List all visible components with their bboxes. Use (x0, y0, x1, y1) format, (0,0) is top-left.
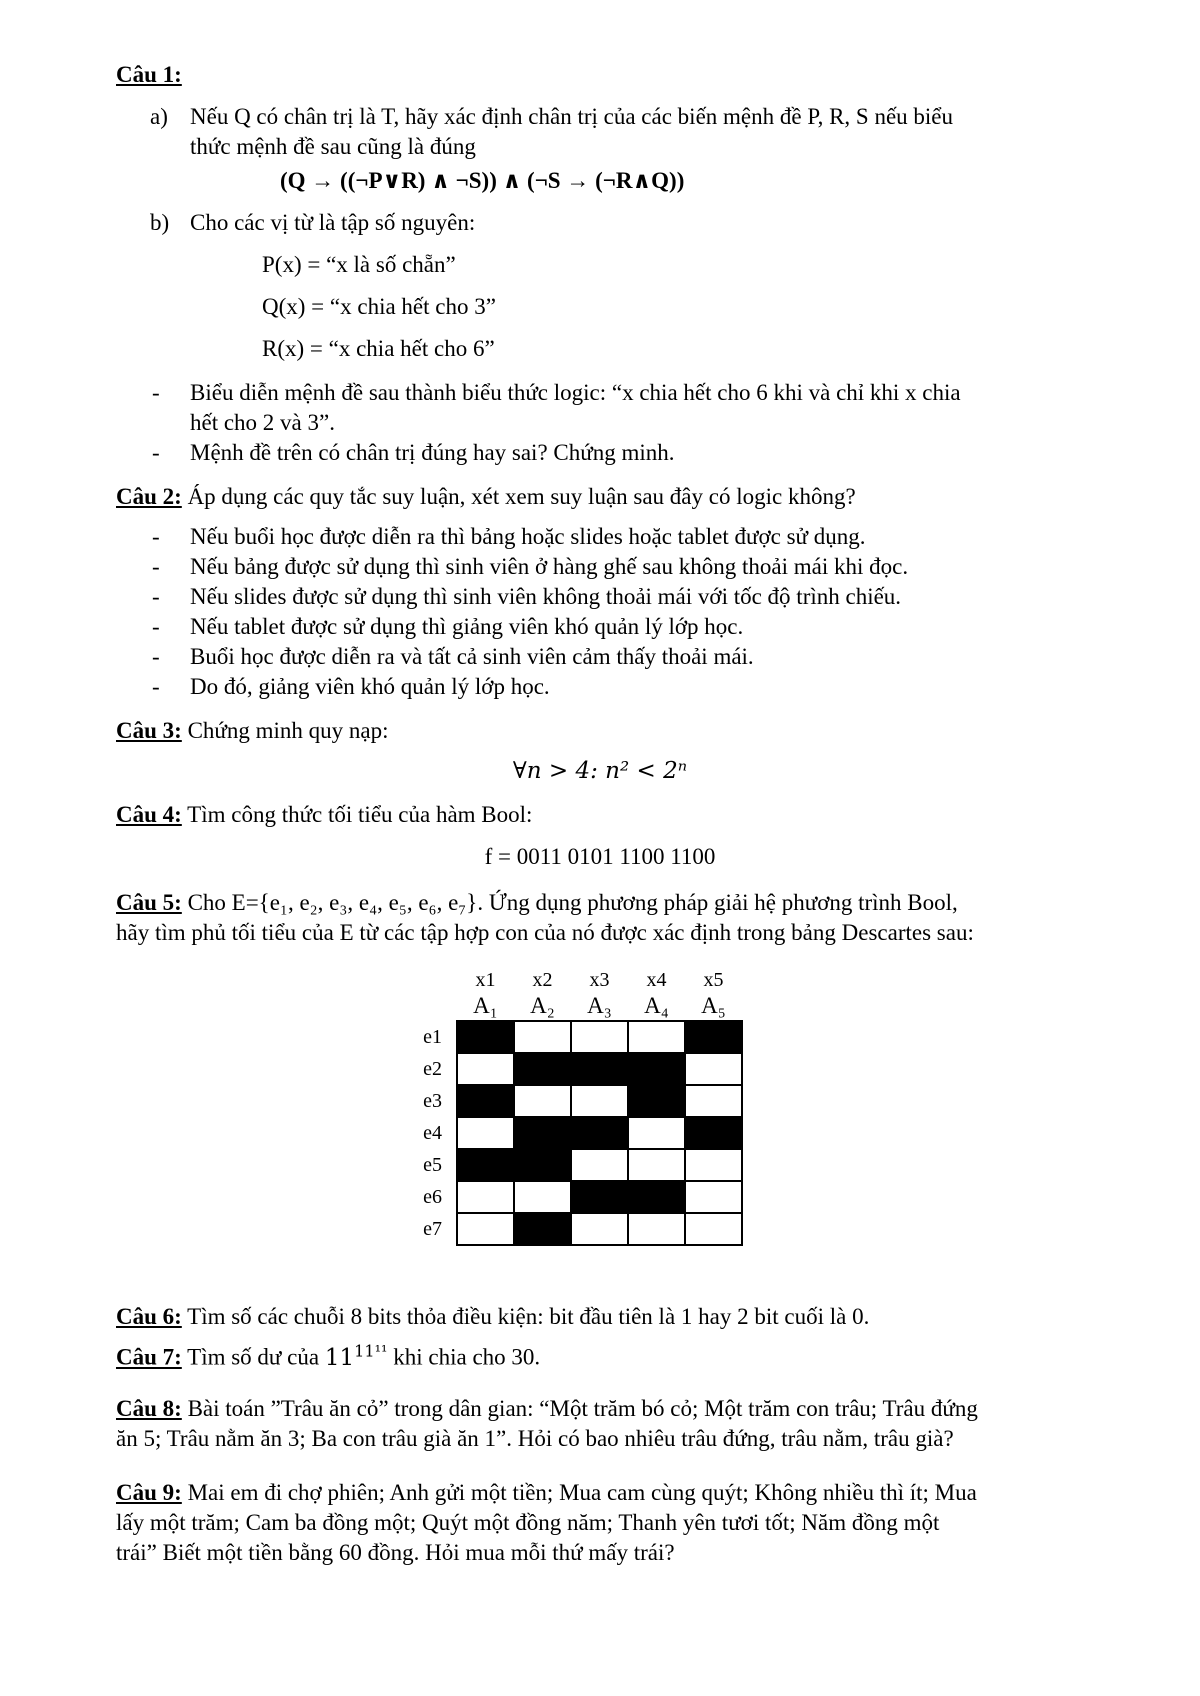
filled-cell (628, 1053, 685, 1085)
row-label: e3 (423, 1090, 442, 1112)
q4-title: Câu 4: (116, 802, 182, 827)
row-label: e1 (423, 1026, 442, 1048)
empty-cell (685, 1181, 742, 1213)
q7-heading (116, 1336, 540, 1373)
col-var-label: x2 (532, 969, 553, 991)
q1-predicate-p: P(x) = “x là số chẵn” (262, 252, 456, 277)
q4-formula: f = 0011 0101 1100 1100 (484, 844, 716, 869)
q8-line2: ăn 5; Trâu nằm ăn 3; Ba con trâu già ăn 1”. Hỏi có bao nhiêu trâu đứng, trâu nằm, trâu già? (116, 1426, 954, 1451)
col-set-label: A₃ (587, 993, 612, 1018)
col-var-label: x3 (589, 969, 610, 991)
q2-item: Nếu tablet được sử dụng thì giảng viên khó quản lý lớp học. (190, 614, 744, 639)
filled-cell (628, 1181, 685, 1213)
descartes-table (456, 1020, 743, 1246)
empty-cell (457, 1213, 514, 1245)
col-var-label: x4 (646, 969, 667, 991)
col-set-label: A₁ (473, 993, 498, 1018)
filled-cell (457, 1149, 514, 1181)
q2-item: Nếu slides được sử dụng thì sinh viên không thoải mái với tốc độ trình chiếu. (190, 584, 902, 609)
q7-power (324, 1341, 388, 1371)
q2-item: Nếu bảng được sử dụng thì sinh viên ở hàng ghế sau không thoải mái khi đọc. (190, 554, 909, 579)
filled-cell (514, 1213, 571, 1245)
q4-heading (116, 800, 532, 830)
bullet-dash: - (152, 644, 160, 669)
q9-line2: lấy một trăm; Cam ba đồng một; Quýt một đồng năm; Thanh yên tươi tốt; Năm đồng một (116, 1510, 940, 1535)
q9-line1: Mai em đi chợ phiên; Anh gửi một tiền; Mua cam cùng quýt; Không nhiều thì ít; Mua (187, 1480, 977, 1505)
bullet-dash: - (152, 524, 160, 549)
q6-title: Câu 6: (116, 1304, 182, 1329)
empty-cell (628, 1149, 685, 1181)
bullet-dash: - (152, 554, 160, 579)
q1-title: Câu 1: (116, 62, 182, 87)
filled-cell (571, 1053, 628, 1085)
col-var-label: x5 (703, 969, 724, 991)
row-label: e5 (423, 1154, 442, 1176)
empty-cell (514, 1085, 571, 1117)
empty-cell (571, 1149, 628, 1181)
q3-formula: ∀n > 4: n² < 2ⁿ (512, 758, 688, 784)
q3-title: Câu 3: (116, 718, 182, 743)
empty-cell (457, 1181, 514, 1213)
empty-cell (685, 1149, 742, 1181)
q1-formula: (Q → ((¬P∨R) ∧ ¬S)) ∧ (¬S → (¬R∧Q)) (280, 168, 685, 193)
q1-predicate-q: Q(x) = “x chia hết cho 3” (262, 294, 496, 319)
q1-b-line: Cho các vị từ là tập số nguyên: (190, 210, 476, 235)
q9-heading (116, 1478, 977, 1508)
q8-heading (116, 1394, 978, 1424)
table-row (457, 1085, 742, 1117)
empty-cell (457, 1117, 514, 1149)
q6-heading (116, 1302, 869, 1332)
empty-cell (514, 1021, 571, 1053)
q1-a-line1: Nếu Q có chân trị là T, hãy xác định chân trị của các biến mệnh đề P, R, S nếu biểu (190, 104, 954, 129)
empty-cell (571, 1213, 628, 1245)
q4-text: Tìm công thức tối tiểu của hàm Bool: (187, 802, 533, 827)
q8-title: Câu 8: (116, 1396, 182, 1421)
q2-text: Áp dụng các quy tắc suy luận, xét xem suy luận sau đây có logic không? (187, 484, 856, 509)
q7-base: 11 (324, 1344, 355, 1371)
q2-item: Do đó, giảng viên khó quản lý lớp học. (190, 674, 550, 699)
q5-line1: Cho E={e₁, e₂, e₃, e₄, e₅, e₆, e₇}. Ứng dụng phương pháp giải hệ phương trình Bool, (187, 890, 958, 915)
q9-line3: trái” Biết một tiền bằng 60 đồng. Hỏi mua mỗi thứ mấy trái? (116, 1540, 675, 1565)
q9-title: Câu 9: (116, 1480, 182, 1505)
bullet-dash: - (152, 380, 160, 405)
q5-title: Câu 5: (116, 890, 182, 915)
empty-cell (514, 1181, 571, 1213)
row-label: e6 (423, 1186, 442, 1208)
table-row (457, 1181, 742, 1213)
filled-cell (457, 1085, 514, 1117)
bullet-dash: - (152, 614, 160, 639)
empty-cell (628, 1021, 685, 1053)
empty-cell (685, 1213, 742, 1245)
table-row (457, 1117, 742, 1149)
table-row (457, 1149, 742, 1181)
empty-cell (685, 1053, 742, 1085)
q5-heading (116, 888, 958, 918)
bullet-dash: - (152, 440, 160, 465)
bullet-dash: - (152, 674, 160, 699)
q5-line2: hãy tìm phủ tối tiểu của E từ các tập hợp con của nó được xác định trong bảng Descartes sau: (116, 920, 974, 945)
q3-text: Chứng minh quy nạp: (187, 718, 389, 743)
col-set-label: A₅ (701, 993, 726, 1018)
q2-item: Buổi học được diễn ra và tất cả sinh viên cảm thấy thoải mái. (190, 644, 754, 669)
empty-cell (685, 1085, 742, 1117)
filled-cell (571, 1181, 628, 1213)
q7-exponent: 11¹¹ (354, 1341, 388, 1360)
col-set-label: A₄ (644, 993, 669, 1018)
col-var-label: x1 (475, 969, 496, 991)
filled-cell (685, 1021, 742, 1053)
q8-line1: Bài toán ”Trâu ăn cỏ” trong dân gian: “Một trăm bó cỏ; Một trăm con trâu; Trâu đứng (187, 1396, 978, 1421)
q7-title: Câu 7: (116, 1344, 182, 1370)
filled-cell (514, 1149, 571, 1181)
empty-cell (628, 1117, 685, 1149)
filled-cell (685, 1117, 742, 1149)
empty-cell (457, 1053, 514, 1085)
empty-cell (571, 1085, 628, 1117)
q1-b-marker: b) (150, 210, 170, 235)
table-row (457, 1213, 742, 1245)
q7-text-b: khi chia cho 30. (393, 1344, 541, 1370)
q1-a-line2: thức mệnh đề sau cũng là đúng (190, 134, 476, 159)
q1-a-marker: a) (150, 104, 168, 129)
table-row (457, 1021, 742, 1053)
filled-cell (514, 1117, 571, 1149)
filled-cell (628, 1085, 685, 1117)
q2-item: Nếu buổi học được diễn ra thì bảng hoặc slides hoặc tablet được sử dụng. (190, 524, 866, 549)
row-label: e2 (423, 1058, 442, 1080)
q6-text: Tìm số các chuỗi 8 bits thỏa điều kiện: bit đầu tiên là 1 hay 2 bit cuối là 0. (187, 1304, 870, 1329)
q1-predicate-r: R(x) = “x chia hết cho 6” (262, 336, 495, 361)
bullet-dash: - (152, 584, 160, 609)
q1-dash2: Mệnh đề trên có chân trị đúng hay sai? Chứng minh. (190, 440, 675, 465)
row-label: e7 (423, 1218, 442, 1240)
empty-cell (571, 1021, 628, 1053)
q7-text-a: Tìm số dư của (187, 1344, 320, 1370)
filled-cell (514, 1053, 571, 1085)
q1-dash1-line2: hết cho 2 và 3”. (190, 410, 335, 435)
q1-dash1-line1: Biểu diễn mệnh đề sau thành biểu thức logic: “x chia hết cho 6 khi và chỉ khi x chia (190, 380, 961, 405)
q2-heading (116, 482, 856, 512)
table-row (457, 1053, 742, 1085)
row-label: e4 (423, 1122, 442, 1144)
col-set-label: A₂ (530, 993, 555, 1018)
q2-title: Câu 2: (116, 484, 182, 509)
filled-cell (457, 1021, 514, 1053)
q3-heading (116, 716, 389, 746)
filled-cell (571, 1117, 628, 1149)
empty-cell (628, 1213, 685, 1245)
